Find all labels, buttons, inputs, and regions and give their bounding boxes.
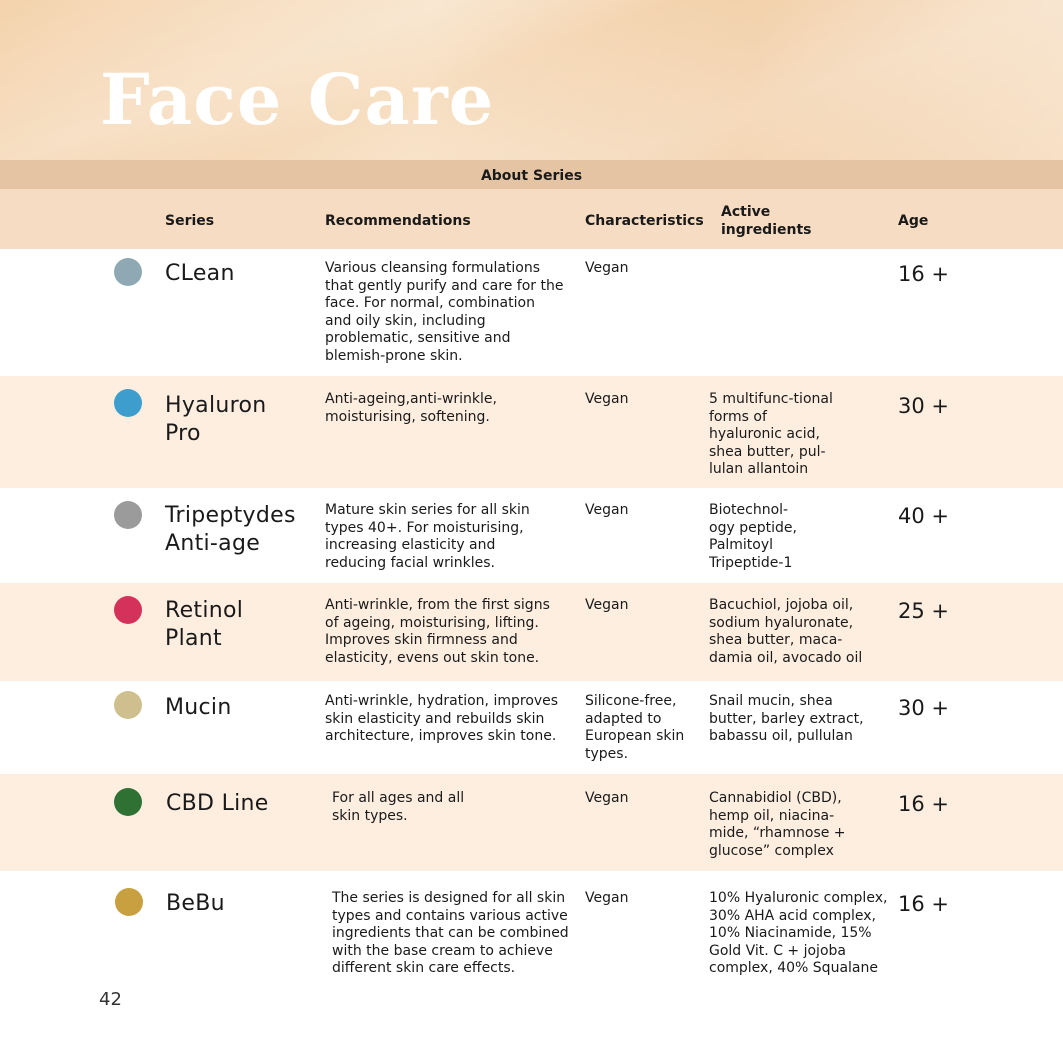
age-cell: 16 + [898,792,949,816]
characteristics-cell: Vegan [585,597,629,613]
table-row [0,871,1063,986]
recommendations-cell: Anti-wrinkle, hydration, improves skin elasticity and rebuilds skin architecture, improves skin tone. [325,693,559,744]
series-color-dot [114,788,142,816]
series-name: Hyaluron Pro [165,393,267,446]
recommendations-cell: Mature skin series for all skin types 40+. For moisturising, increasing elasticity and reducing facial wrinkles. [325,502,530,571]
series-color-dot [114,596,142,624]
age-cell: 25 + [898,599,949,623]
page-title: Face Care [100,58,495,141]
table-subheader: About Series [0,160,1063,189]
page-number: 42 [99,989,122,1010]
series-color-dot [115,888,143,916]
table-row [0,488,1063,583]
header-recommendations: Recommendations [325,213,471,229]
series-name: Mucin [165,695,232,720]
recommendations-cell: Anti-ageing,anti-wrinkle, moisturising, softening. [325,391,497,425]
ingredients-cell: Cannabidiol (CBD), hemp oil, niacina-mide, “rhamnose + glucose” complex [709,790,846,859]
age-cell: 30 + [898,394,949,418]
series-color-dot [114,258,142,286]
recommendations-cell: Various cleansing formulations that gently purify and care for the face. For normal, combination and oily skin, including problematic, sensitive and blemish-prone skin. [325,260,564,364]
characteristics-cell: Silicone-free, adapted to European skin types. [585,693,685,762]
series-color-dot [114,691,142,719]
characteristics-cell: Vegan [585,391,629,407]
age-cell: 16 + [898,262,949,286]
header-age: Age [898,213,929,229]
series-name: Retinol Plant [165,598,244,651]
series-name: BeBu [166,891,225,916]
characteristics-cell: Vegan [585,890,629,906]
age-cell: 40 + [898,504,949,528]
header-series: Series [165,213,215,229]
hero-banner [0,0,1063,160]
characteristics-cell: Vegan [585,502,629,518]
series-color-dot [114,501,142,529]
recommendations-cell: The series is designed for all skin types and contains various active ingredients that can be combined with the base cream to achieve different skin care effects. [332,890,569,976]
series-name: CLean [165,261,235,286]
series-color-dot [114,389,142,417]
recommendations-cell: For all ages and all skin types. [332,790,465,824]
ingredients-cell: 10% Hyaluronic complex, 30% AHA acid complex, 10% Niacinamide, 15% Gold Vit. C + jojoba complex, 40% Squalane [709,890,888,976]
ingredients-cell: Biotechnol-ogy peptide, Palmitoyl Tripeptide-1 [709,502,797,571]
table-row [0,376,1063,488]
ingredients-cell: Snail mucin, shea butter, barley extract, babassu oil, pullulan [709,693,864,744]
table-header [0,189,1063,249]
age-cell: 16 + [898,892,949,916]
series-name: CBD Line [166,791,269,816]
ingredients-cell: 5 multifunc-tional forms of hyaluronic acid, shea butter, pul-lulan allantoin [709,391,833,477]
table-row [0,583,1063,681]
recommendations-cell: Anti-wrinkle, from the first signs of ageing, moisturising, lifting. Improves skin firmness and elasticity, evens out skin tone. [325,597,550,666]
table-row [0,249,1063,376]
table-row [0,774,1063,871]
table-row [0,681,1063,774]
characteristics-cell: Vegan [585,790,629,806]
header-active-ingredients: Active ingredients [721,204,812,238]
header-characteristics: Characteristics [585,213,704,229]
ingredients-cell: Bacuchiol, jojoba oil, sodium hyaluronate, shea butter, maca-damia oil, avocado oil [709,597,863,666]
series-name: Tripeptydes Anti-age [165,503,296,556]
age-cell: 30 + [898,696,949,720]
characteristics-cell: Vegan [585,260,629,276]
